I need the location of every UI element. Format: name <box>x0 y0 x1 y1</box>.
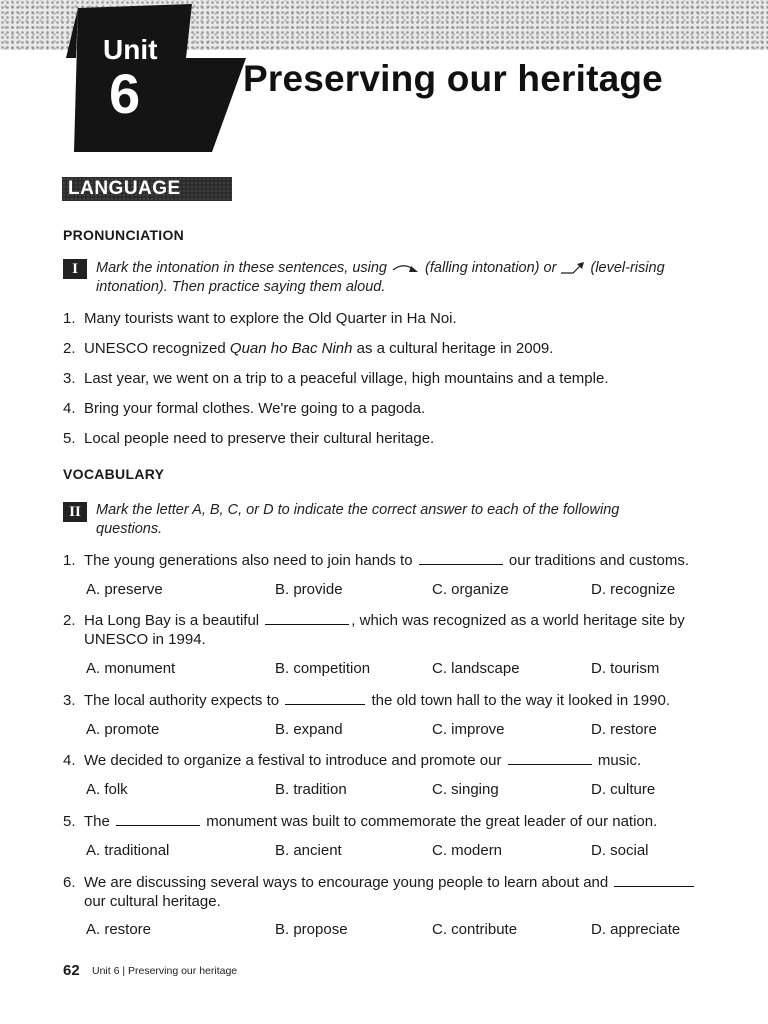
item-text-italic: Quan ho Bac Ninh <box>229 340 353 357</box>
answer-options <box>86 842 726 862</box>
option-a[interactable]: A. traditional <box>86 842 170 859</box>
answer-blank[interactable] <box>265 610 349 625</box>
item-text: UNESCO recognized <box>84 340 230 357</box>
item-number: 3. <box>63 370 76 387</box>
option-d[interactable]: D. culture <box>591 781 656 798</box>
option-a[interactable]: A. promote <box>86 721 160 738</box>
instruction-text: questions. <box>96 521 163 537</box>
option-d[interactable]: D. social <box>591 842 649 859</box>
option-c[interactable]: C. modern <box>432 842 503 859</box>
list-item <box>63 399 728 418</box>
option-a[interactable]: A. restore <box>86 921 152 938</box>
item-text: Local people need to preserve their cultural heritage. <box>84 430 435 447</box>
question-text: The local authority expects to <box>84 692 280 709</box>
instruction-text: Mark the letter A, B, C, or D to indicate the correct answer to each of the following <box>96 502 620 518</box>
question-text: The young generations also need to join hands to <box>84 552 413 569</box>
answer-blank[interactable] <box>285 690 365 705</box>
question-text: our traditions and customs. <box>508 552 690 569</box>
item-text: Many tourists want to explore the Old Quarter in Ha Noi. <box>84 310 457 327</box>
exercise-number-badge: I <box>63 259 87 279</box>
question-number: 5. <box>63 813 76 830</box>
instruction-text: (level-rising <box>590 260 665 276</box>
option-d[interactable]: D. restore <box>591 721 657 738</box>
option-a[interactable]: A. monument <box>86 660 176 677</box>
option-b[interactable]: B. tradition <box>275 781 347 798</box>
option-d[interactable]: D. appreciate <box>591 921 681 938</box>
answer-blank[interactable] <box>419 550 503 565</box>
option-b[interactable]: B. expand <box>275 721 343 738</box>
unit-label: Unit <box>103 34 158 65</box>
option-d[interactable]: D. tourism <box>591 660 660 677</box>
question-item <box>63 550 728 570</box>
question-text: the old town hall to the way it looked in 1990. <box>371 692 670 709</box>
option-b[interactable]: B. provide <box>275 581 343 598</box>
exercise-number-badge: II <box>63 502 87 522</box>
question-number: 4. <box>63 752 76 769</box>
item-text: Last year, we went on a trip to a peaceful village, high mountains and a temple. <box>84 370 609 387</box>
answer-options <box>86 721 726 741</box>
instruction-text: Mark the intonation in these sentences, using <box>96 260 387 276</box>
question-item <box>63 750 728 770</box>
question-text: Ha Long Bay is a beautiful <box>84 612 260 629</box>
question-number: 1. <box>63 552 76 569</box>
vocabulary-heading: VOCABULARY <box>63 466 165 482</box>
item-text: as a cultural heritage in 2009. <box>352 340 554 357</box>
section-label: LANGUAGE <box>68 178 181 199</box>
answer-options <box>86 660 726 680</box>
question-text: UNESCO in 1994. <box>84 631 206 648</box>
exercise-instruction <box>96 259 726 297</box>
question-text: our cultural heritage. <box>84 893 221 910</box>
answer-options <box>86 581 726 601</box>
question-number: 3. <box>63 692 76 709</box>
list-item <box>63 309 728 328</box>
option-c[interactable]: C. landscape <box>432 660 520 677</box>
option-a[interactable]: A. preserve <box>86 581 163 598</box>
question-text: music. <box>597 752 642 769</box>
level-rising-intonation-icon <box>560 261 586 275</box>
option-a[interactable]: A. folk <box>86 781 128 798</box>
item-number: 4. <box>63 400 76 417</box>
page-number: 62 <box>63 962 80 979</box>
question-item <box>63 690 728 710</box>
question-number: 6. <box>63 874 76 891</box>
answer-blank[interactable] <box>508 750 592 765</box>
exercise-instruction <box>96 501 726 539</box>
pronunciation-heading: PRONUNCIATION <box>63 227 185 243</box>
question-text: The <box>84 813 110 830</box>
item-number: 2. <box>63 340 76 357</box>
answer-blank[interactable] <box>116 811 200 826</box>
list-item <box>63 429 728 448</box>
instruction-text: (falling intonation) or <box>425 260 557 276</box>
option-d[interactable]: D. recognize <box>591 581 676 598</box>
option-c[interactable]: C. organize <box>432 581 509 598</box>
option-b[interactable]: B. propose <box>275 921 348 938</box>
question-number: 2. <box>63 612 76 629</box>
question-text: , which was recognized as a world heritage site by <box>351 612 685 629</box>
unit-number: 6 <box>109 62 141 125</box>
instruction-text: intonation). Then practice saying them aloud. <box>96 279 386 295</box>
footer-running-title: Unit 6 | Preserving our heritage <box>92 965 238 977</box>
answer-options <box>86 921 726 941</box>
question-text: We decided to organize a festival to introduce and promote our <box>84 752 502 769</box>
option-c[interactable]: C. improve <box>432 721 505 738</box>
option-b[interactable]: B. ancient <box>275 842 342 859</box>
question-item <box>63 811 728 831</box>
answer-blank[interactable] <box>614 872 694 887</box>
question-item <box>63 610 728 649</box>
page-title: Preserving our heritage <box>243 58 663 99</box>
list-item <box>63 369 728 388</box>
question-text: monument was built to commemorate the great leader of our nation. <box>206 813 658 830</box>
item-text: Bring your formal clothes. We're going to a pagoda. <box>84 400 426 417</box>
option-c[interactable]: C. contribute <box>432 921 518 938</box>
question-item <box>63 872 728 911</box>
answer-options <box>86 781 726 801</box>
option-c[interactable]: C. singing <box>432 781 499 798</box>
list-item <box>63 339 728 358</box>
question-text: We are discussing several ways to encourage young people to learn about and <box>84 874 609 891</box>
item-number: 5. <box>63 430 76 447</box>
option-b[interactable]: B. competition <box>275 660 371 677</box>
falling-intonation-icon <box>391 261 421 275</box>
item-number: 1. <box>63 310 76 327</box>
